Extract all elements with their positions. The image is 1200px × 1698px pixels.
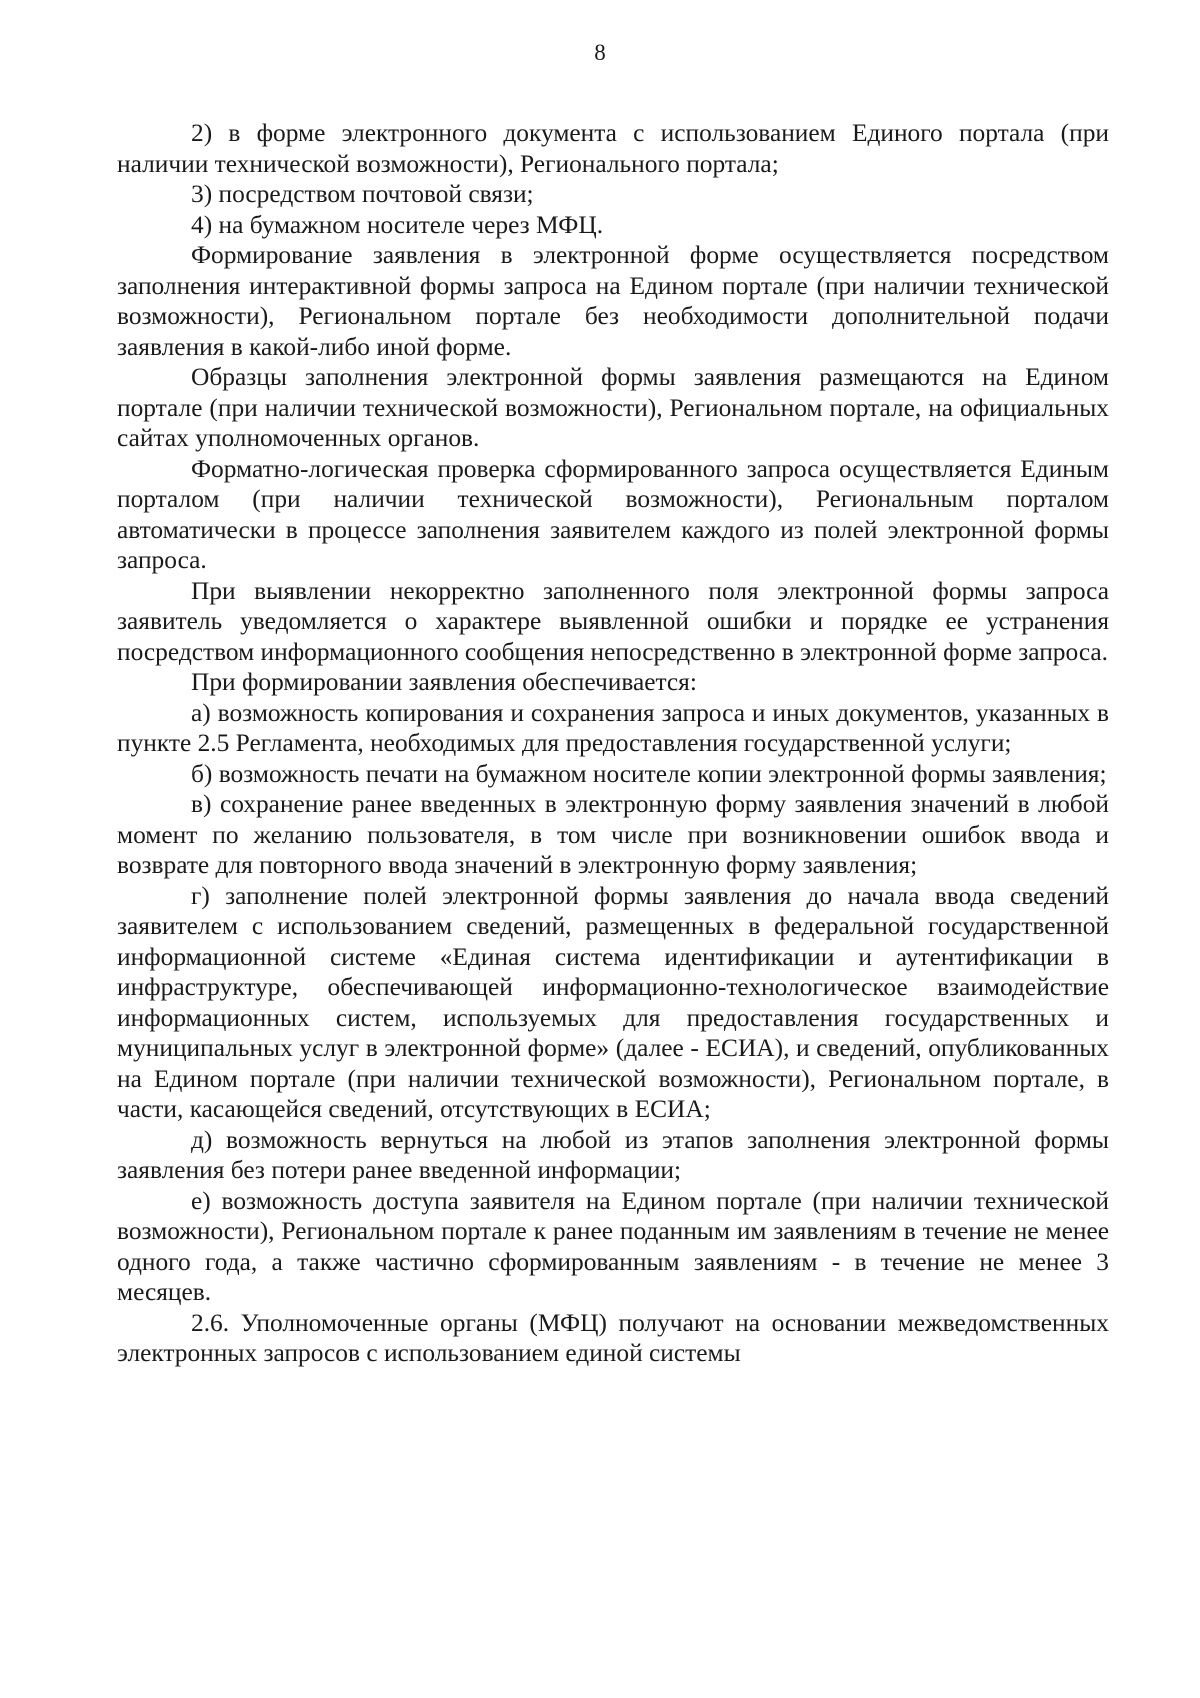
- paragraph-list-e: е) возможность доступа заявителя на Едином портале (при наличии технической возможности), Региональном портале к ранее поданным им заявлениям в течение не менее одного года, а также частично сформированным заявлениям - в течение не менее 3 месяцев.: [117, 1186, 1109, 1306]
- paragraph-list-g: г) заполнение полей электронной формы заявления до начала ввода сведений заявителем с использованием сведений, размещенных в федеральной государственной информационной системе «Единая система идентификации и аутентификации в инфраструктуре, обеспечивающей информационно-технологическое взаимодействие информационных систем, используемых для предоставления государственных и муниципальных услуг в электронной форме» (далее - ЕСИА), и сведений, опубликованных на Едином портале (при наличии технической возможности), Региональном портале, в части, касающейся сведений, отсутствующих в ЕСИА;: [117, 881, 1109, 1123]
- paragraph-list-d: д) возможность вернуться на любой из этапов заполнения электронной формы заявления без потери ранее введенной информации;: [117, 1125, 1109, 1184]
- paragraph-item-2: 2) в форме электронного документа с использованием Единого портала (при наличии технической возможности), Регионального портала;: [117, 119, 1109, 178]
- document-body: [117, 118, 1109, 1369]
- paragraph-error-notice: При выявлении некорректно заполненного поля электронной формы запроса заявитель уведомляется о характере выявленной ошибки и порядке ее устранения посредством информационного сообщения непосредственно в электронной форме запроса.: [117, 576, 1109, 666]
- paragraph-list-v: в) сохранение ранее введенных в электронную форму заявления значений в любой момент по желанию пользователя, в том числе при возникновении ошибок ввода и возврате для повторного ввода значений в электронную форму заявления;: [117, 790, 1109, 879]
- paragraph-samples: Образцы заполнения электронной формы заявления размещаются на Едином портале (при наличии технической возможности), Региональном портале, на официальных сайтах уполномоченных органов.: [117, 363, 1109, 452]
- paragraph-form-filling: Формирование заявления в электронной форме осуществляется посредством заполнения интерактивной формы запроса на Едином портале (при наличии технической возможности), Региональном портале без необходимости дополнительной подачи заявления в какой-либо иной форме.: [117, 241, 1109, 361]
- paragraph-format-check: Форматно-логическая проверка сформированного запроса осуществляется Единым порталом (при наличии технической возможности), Региональным порталом автоматически в процессе заполнения заявителем каждого из полей электронной формы запроса.: [117, 454, 1109, 574]
- paragraph-section-2-6: 2.6. Уполномоченные органы (МФЦ) получают на основании межведомственных электронных запросов с использованием единой системы: [117, 1308, 1109, 1367]
- paragraph-item-3: 3) посредством почтовой связи;: [191, 180, 534, 208]
- paragraph-list-b: б) возможность печати на бумажном носителе копии электронной формы заявления;: [191, 759, 1107, 788]
- page-number: 8: [594, 40, 606, 65]
- paragraph-list-a: а) возможность копирования и сохранения запроса и иных документов, указанных в пункте 2.5 Регламента, необходимых для предоставления государственной услуги;: [117, 698, 1109, 757]
- paragraph-item-4: 4) на бумажном носителе через МФЦ.: [191, 210, 604, 239]
- paragraph-provided: При формировании заявления обеспечивается:: [191, 668, 697, 696]
